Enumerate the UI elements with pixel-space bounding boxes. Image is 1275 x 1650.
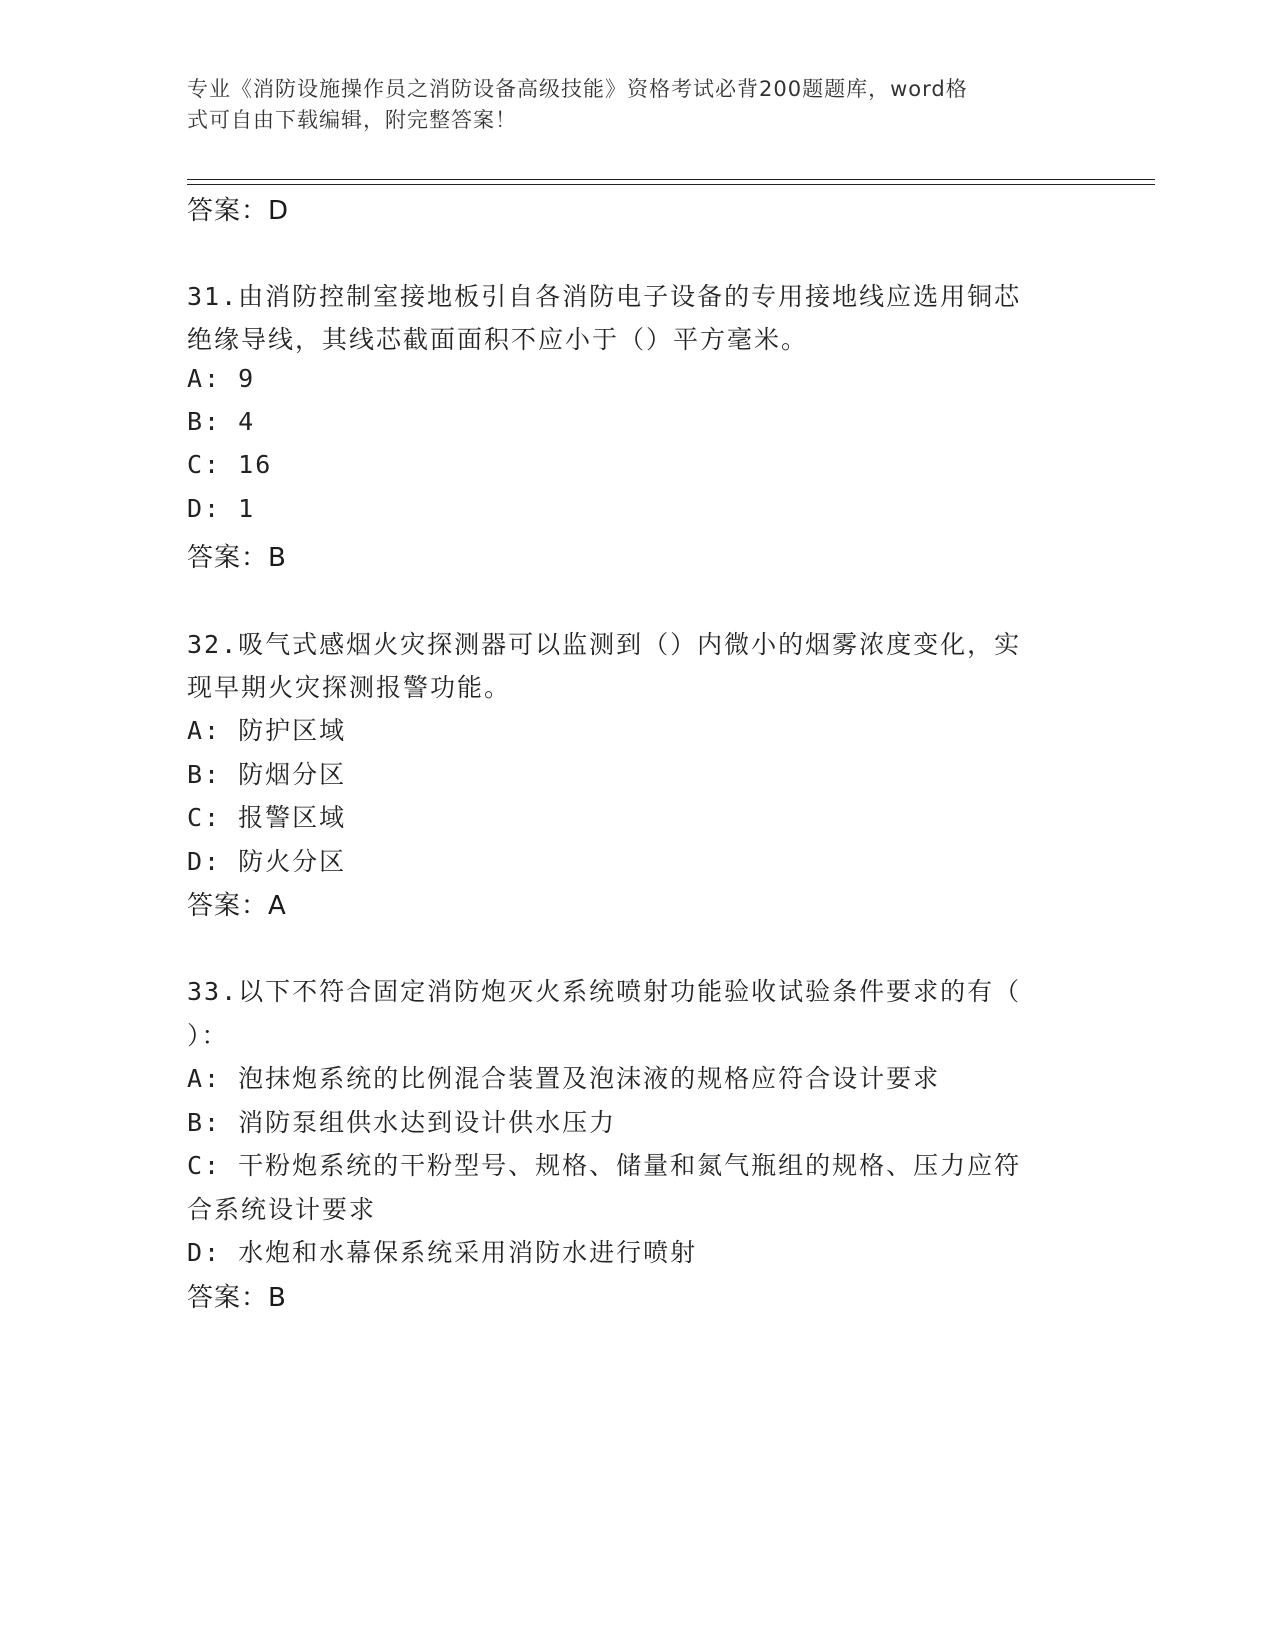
question-31-answer: 答案：B <box>187 543 287 573</box>
question-32-answer: 答案：A <box>187 891 287 921</box>
question-31-stem-line-1: 31.由消防控制室接地板引自各消防电子设备的专用接地线应选用铜芯 <box>187 282 1022 311</box>
question-32-option-d: D: 防火分区 <box>187 847 347 876</box>
question-33-answer: 答案：B <box>187 1283 287 1313</box>
header-divider-top <box>187 179 1155 180</box>
question-33-option-c-continued: 合系统设计要求 <box>187 1195 377 1224</box>
question-33-option-c: C: 干粉炮系统的干粉型号、规格、储量和氮气瓶组的规格、压力应符 <box>187 1151 1022 1180</box>
previous-answer: 答案：D <box>187 196 290 226</box>
question-31-option-b: B: 4 <box>187 407 256 436</box>
question-32-stem-line-1: 32.吸气式感烟火灾探测器可以监测到（）内微小的烟雾浓度变化，实 <box>187 630 1022 659</box>
header-line-2: 式可自由下载编辑，附完整答案！ <box>187 108 517 132</box>
question-31-stem-line-2: 绝缘导线，其线芯截面面积不应小于（）平方毫米。 <box>187 325 809 354</box>
question-31-option-c: C: 16 <box>187 450 273 479</box>
header-line-1: 专业《消防设施操作员之消防设备高级技能》资格考试必背200题题库，word格 <box>187 77 968 101</box>
question-33-option-d: D: 水炮和水幕保系统采用消防水进行喷射 <box>187 1238 698 1267</box>
question-31-option-d: D: 1 <box>187 494 256 523</box>
question-32-option-c: C: 报警区域 <box>187 803 347 832</box>
question-33-option-b: B: 消防泵组供水达到设计供水压力 <box>187 1108 617 1137</box>
header-divider-bottom <box>187 184 1155 185</box>
question-31-option-a: A: 9 <box>187 364 256 393</box>
question-33-option-a: A: 泡抹炮系统的比例混合装置及泡沫液的规格应符合设计要求 <box>187 1064 941 1093</box>
question-32-option-a: A: 防护区域 <box>187 716 347 745</box>
question-32-option-b: B: 防烟分区 <box>187 760 347 789</box>
question-33-stem-line-2: ）： <box>187 1021 229 1050</box>
question-33-stem-line-1: 33.以下不符合固定消防炮灭火系统喷射功能验收试验条件要求的有（ <box>187 977 1022 1006</box>
document-header <box>187 74 1067 136</box>
question-32-stem-line-2: 现早期火灾探测报警功能。 <box>187 673 512 702</box>
